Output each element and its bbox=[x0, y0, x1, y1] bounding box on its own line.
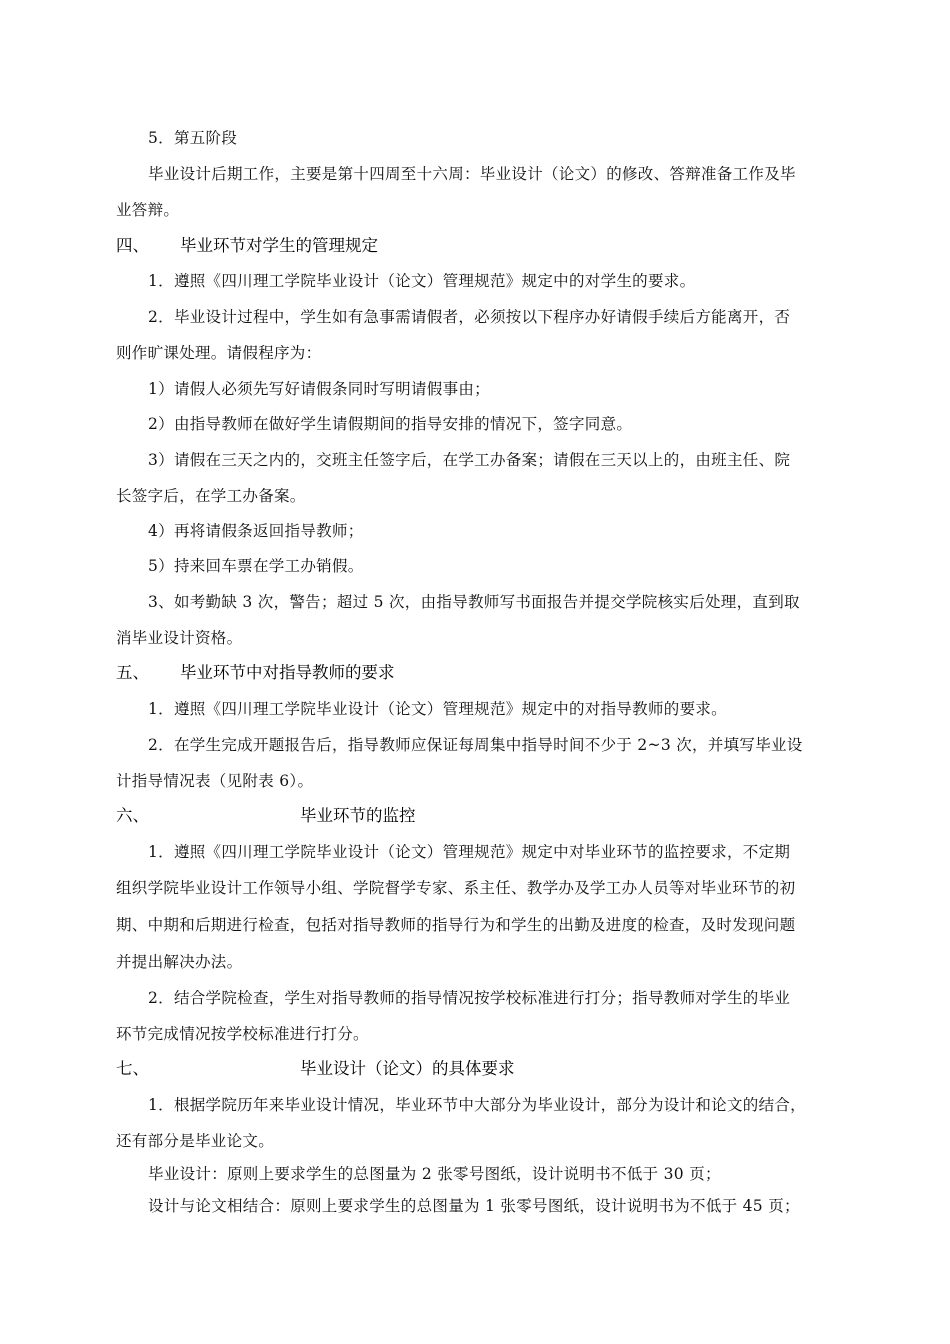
stage5-title: 5．第五阶段 bbox=[148, 129, 238, 147]
paragraph-line: 消毕业设计资格。 bbox=[116, 629, 243, 647]
paragraph-line: 2．毕业设计过程中，学生如有急事需请假者，必须按以下程序办好请假手续后方能离开，否 bbox=[148, 308, 791, 326]
paragraph-line: 长签字后，在学工办备案。 bbox=[116, 487, 306, 505]
paragraph-line: 并提出解决办法。 bbox=[116, 953, 243, 971]
list-item: 2）由指导教师在做好学生请假期间的指导安排的情况下，签字同意。 bbox=[148, 415, 633, 433]
list-item: 5）持来回车票在学工办销假。 bbox=[148, 557, 364, 575]
list-item: 3）请假在三天之内的，交班主任签字后，在学工办备案；请假在三天以上的，由班主任、院 bbox=[148, 451, 791, 469]
paragraph-line: 组织学院毕业设计工作领导小组、学院督学专家、系主任、教学办及学工办人员等对毕业环节的初 bbox=[116, 879, 796, 897]
heading-title: 毕业设计（论文）的具体要求 bbox=[300, 1059, 515, 1078]
section-heading-6 bbox=[116, 805, 416, 827]
list-item: 1）请假人必须先写好请假条同时写明请假事由； bbox=[148, 380, 490, 398]
heading-number: 四、 bbox=[116, 236, 149, 255]
list-item: 4）再将请假条返回指导教师； bbox=[148, 522, 364, 540]
paragraph-line: 毕业设计后期工作，主要是第十四周至十六周：毕业设计（论文）的修改、答辩准备工作及毕 bbox=[148, 165, 796, 183]
heading-number: 七、 bbox=[116, 1059, 149, 1078]
paragraph-line: 毕业设计：原则上要求学生的总图量为 2 张零号图纸，设计说明书不低于 30 页； bbox=[148, 1165, 721, 1183]
paragraph-line: 1．遵照《四川理工学院毕业设计（论文）管理规范》规定中的对指导教师的要求。 bbox=[148, 700, 727, 718]
paragraph-line: 设计与论文相结合：原则上要求学生的总图量为 1 张零号图纸，设计说明书为不低于 45 页； bbox=[148, 1197, 800, 1215]
paragraph-line: 还有部分是毕业论文。 bbox=[116, 1132, 275, 1150]
paragraph-line: 1．遵照《四川理工学院毕业设计（论文）管理规范》规定中对毕业环节的监控要求，不定期 bbox=[148, 843, 791, 861]
heading-title: 毕业环节对学生的管理规定 bbox=[180, 236, 378, 255]
section-heading-7 bbox=[116, 1058, 515, 1080]
paragraph-line: 期、中期和后期进行检查，包括对指导教师的指导行为和学生的出勤及进度的检查，及时发现问题 bbox=[116, 916, 796, 934]
section-heading-5 bbox=[116, 662, 395, 684]
heading-number: 六、 bbox=[116, 806, 149, 825]
heading-number: 五、 bbox=[116, 663, 149, 682]
heading-title: 毕业环节中对指导教师的要求 bbox=[180, 663, 395, 682]
paragraph-line: 则作旷课处理。请假程序为： bbox=[116, 344, 322, 362]
heading-title: 毕业环节的监控 bbox=[300, 806, 416, 825]
paragraph-line: 业答辩。 bbox=[116, 201, 180, 219]
paragraph-line: 2．结合学院检查，学生对指导教师的指导情况按学校标准进行打分；指导教师对学生的毕业 bbox=[148, 989, 791, 1007]
paragraph-line: 环节完成情况按学校标准进行打分。 bbox=[116, 1025, 369, 1043]
paragraph-line: 1．遵照《四川理工学院毕业设计（论文）管理规范》规定中的对学生的要求。 bbox=[148, 272, 696, 290]
paragraph-line: 计指导情况表（见附表 6）。 bbox=[116, 772, 314, 790]
section-heading-4 bbox=[116, 235, 378, 257]
paragraph-line: 2．在学生完成开题报告后，指导教师应保证每周集中指导时间不少于 2~3 次，并填写毕业设 bbox=[148, 736, 803, 754]
paragraph-line: 3、如考勤缺 3 次，警告；超过 5 次，由指导教师写书面报告并提交学院核实后处理，直到取 bbox=[148, 593, 800, 611]
paragraph-line: 1．根据学院历年来毕业设计情况，毕业环节中大部分为毕业设计，部分为设计和论文的结合， bbox=[148, 1096, 806, 1114]
